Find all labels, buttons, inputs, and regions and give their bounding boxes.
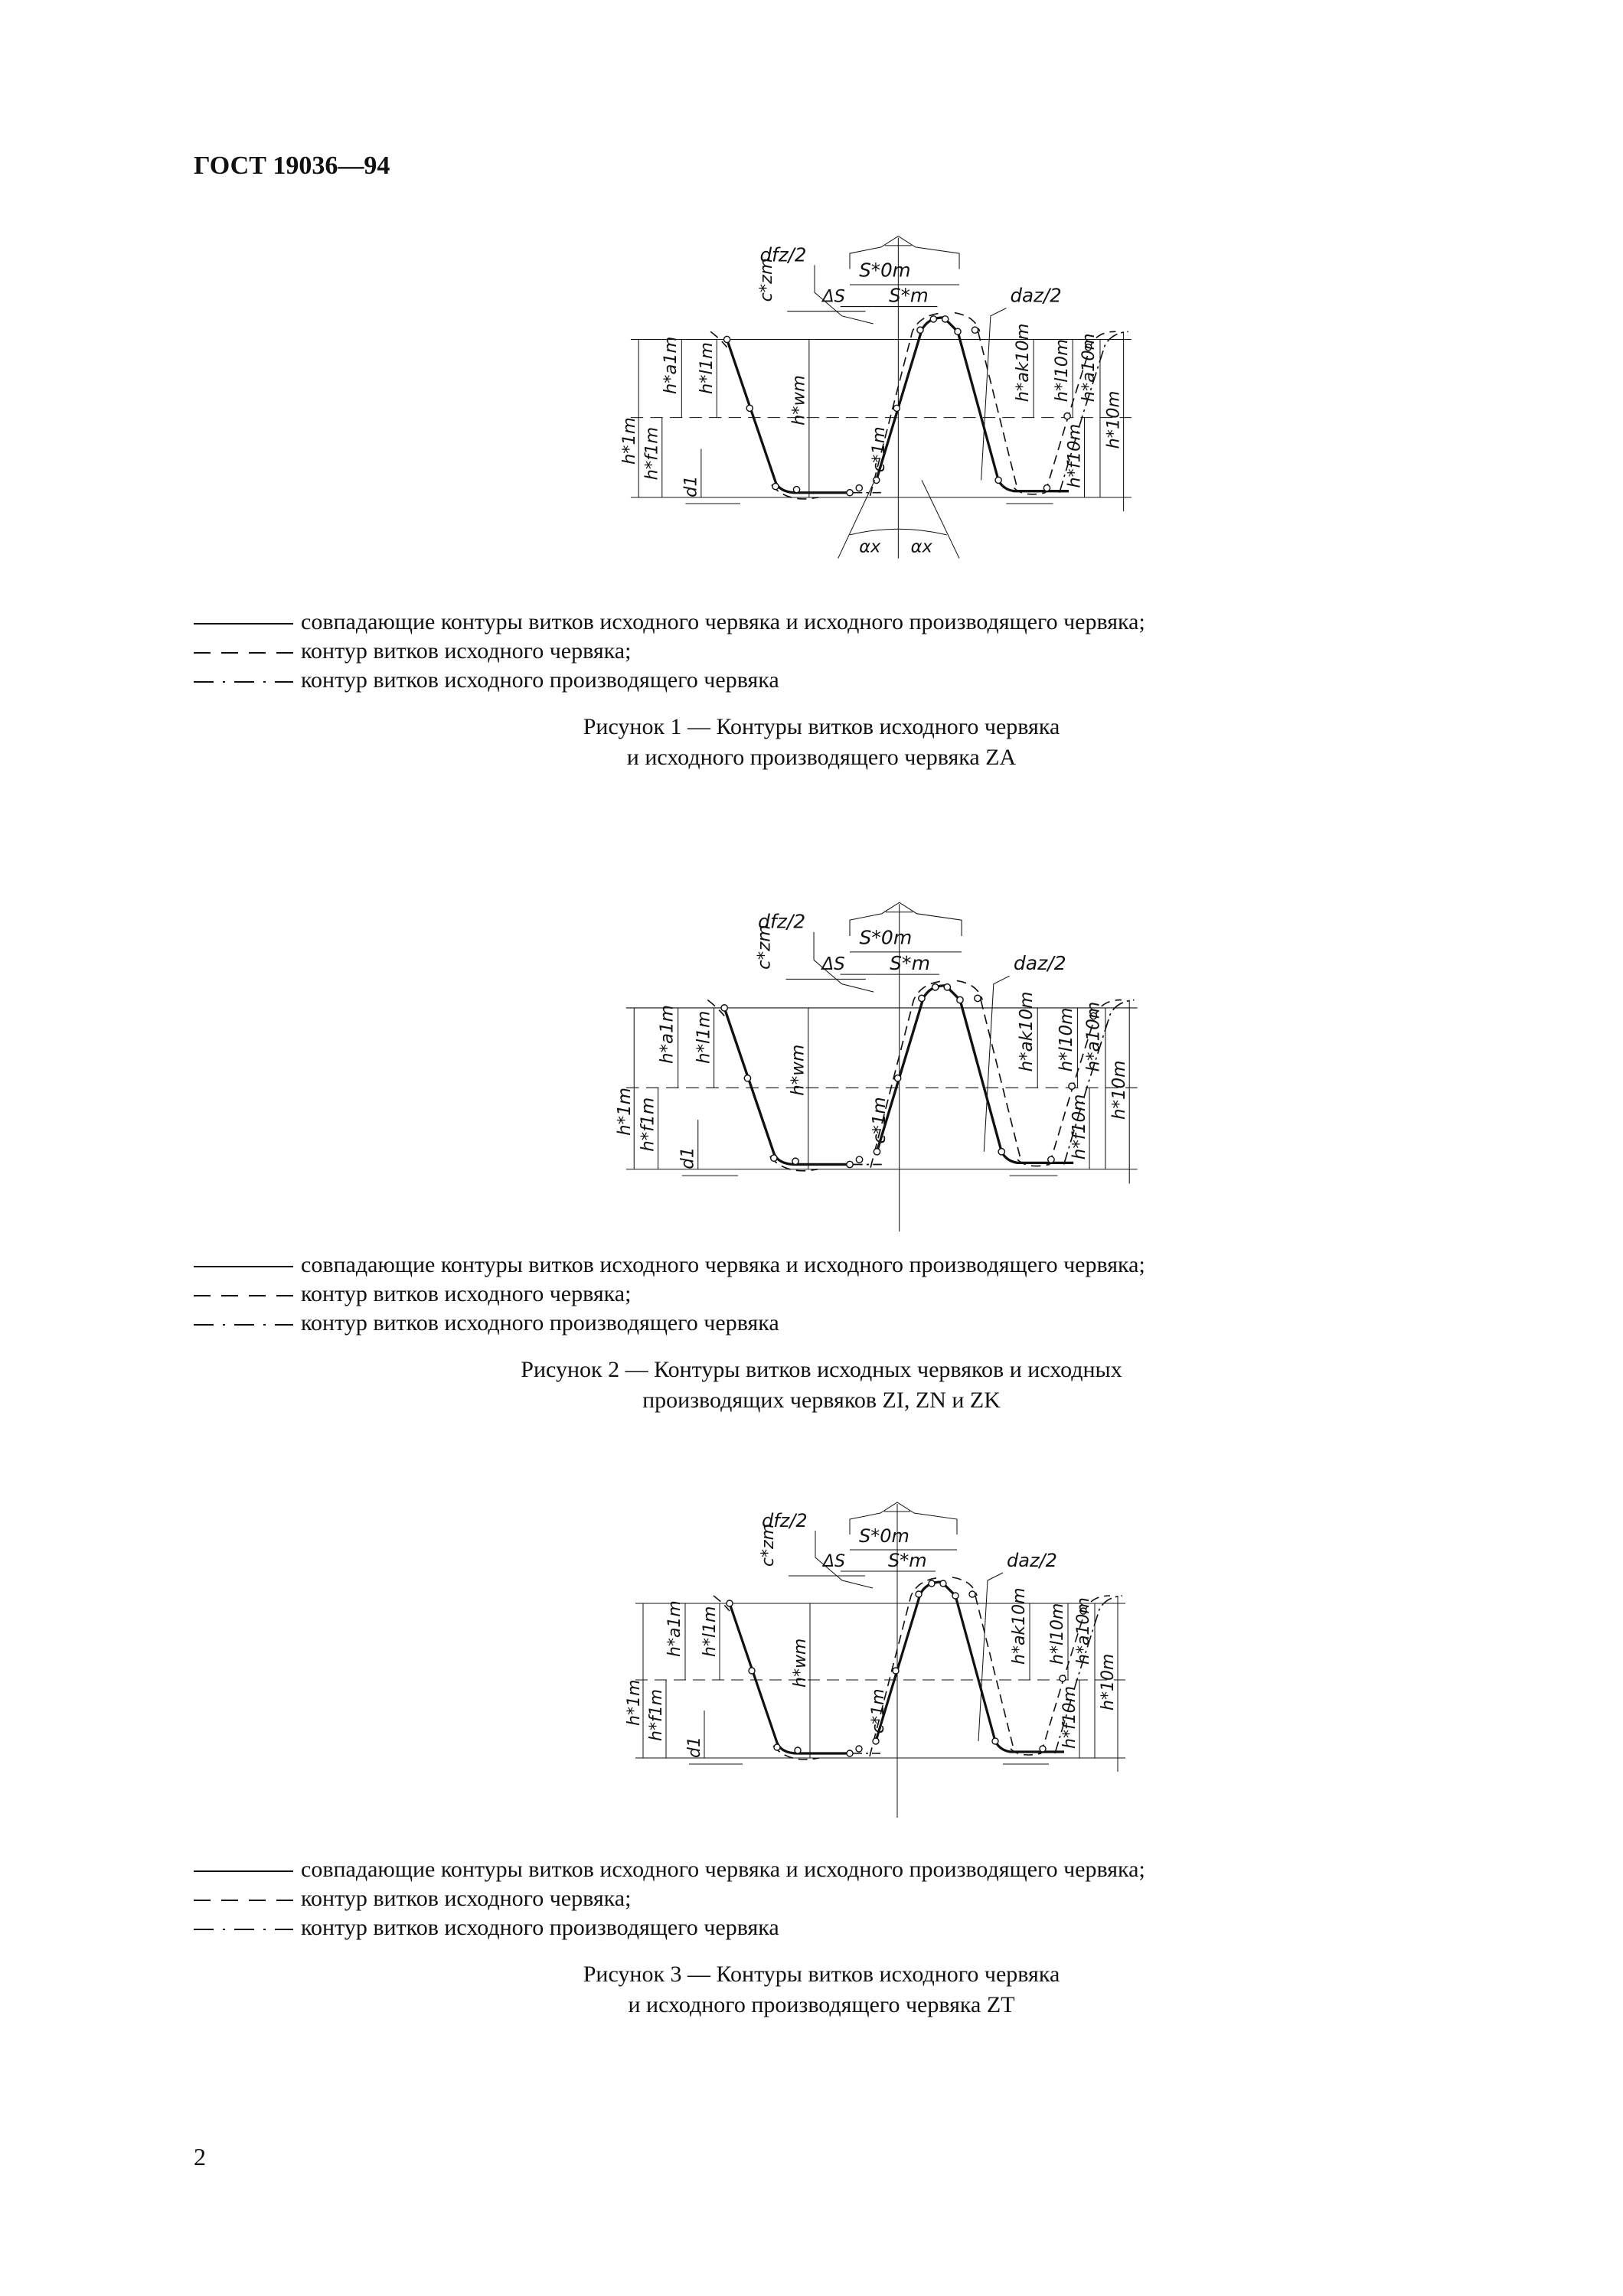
hf10m-label: h*f10m bbox=[1069, 1094, 1089, 1160]
legend-text: совпадающие контуры витков исходного червяка и исходного производящего червяка; bbox=[301, 1252, 1145, 1277]
daz-label: daz/2 bbox=[1010, 284, 1062, 307]
daz-label: daz/2 bbox=[1013, 951, 1066, 974]
legend-row bbox=[194, 1280, 1449, 1309]
sm-label: S*m bbox=[890, 951, 930, 974]
ha1m-label: h*a1m bbox=[661, 336, 681, 394]
hl1m-label: h*l1m bbox=[694, 1010, 714, 1064]
h10m-label: h*10m bbox=[1099, 1653, 1118, 1711]
line-style-symbol bbox=[194, 1896, 301, 1905]
legend-row bbox=[194, 608, 1449, 637]
hf1m-label: h*f1m bbox=[642, 426, 662, 481]
s0m-label: S*0m bbox=[859, 259, 911, 282]
legend-text: контур витков исходного червяка; bbox=[301, 1886, 632, 1911]
czm-label: c*zm bbox=[756, 258, 776, 302]
dfz-label: dfz/2 bbox=[759, 243, 807, 266]
legend-text: совпадающие контуры витков исходного червяка и исходного производящего червяка; bbox=[301, 609, 1145, 634]
ha1m-label: h*a1m bbox=[657, 1005, 678, 1064]
delta-s-label: ΔS bbox=[823, 1552, 846, 1571]
figure-1-caption: Рисунок 1 — Контуры витков исходного червяка и исходного производящего червяка ZA bbox=[583, 714, 1060, 770]
h10m-label: h*10m bbox=[1109, 1060, 1129, 1120]
ha1m-label: h*a1m bbox=[665, 1600, 684, 1657]
d1-label: d1 bbox=[685, 1737, 704, 1758]
daz-label: daz/2 bbox=[1007, 1550, 1057, 1571]
alpha-left-label: αx bbox=[859, 536, 881, 557]
line-style-symbol bbox=[194, 1262, 301, 1271]
hwm-label: h*wm bbox=[791, 1638, 810, 1688]
legend-text: контур витков исходного производящего червяка bbox=[301, 1310, 779, 1336]
hak10m-label: h*ak10m bbox=[1010, 1587, 1029, 1665]
document-header: ГОСТ 19036—94 bbox=[194, 152, 390, 180]
line-style-symbol bbox=[194, 1867, 301, 1876]
figure-1-drawing bbox=[505, 214, 1194, 574]
legend-text: контур витков исходного производящего червяка bbox=[301, 667, 779, 693]
alpha-right-label: αx bbox=[910, 536, 932, 557]
sm-label: S*m bbox=[888, 1550, 927, 1571]
s0m-label: S*0m bbox=[859, 926, 913, 949]
legend-row bbox=[194, 637, 1449, 666]
ha10m-label: h*a10m bbox=[1078, 333, 1099, 403]
hl1m-label: h*l1m bbox=[700, 1606, 720, 1657]
line-style-symbol bbox=[194, 648, 301, 657]
legend-text: совпадающие контуры витков исходного червяка и исходного производящего червяка; bbox=[301, 1857, 1145, 1882]
page-number: 2 bbox=[194, 2143, 206, 2170]
figure-2-legend bbox=[194, 1251, 1449, 1338]
line-style-symbol bbox=[194, 677, 301, 687]
figure-2-caption: Рисунок 2 — Контуры витков исходных червяков и исходных производящих червяков ZI, ZN и ZK bbox=[521, 1357, 1122, 1413]
hf1m-label: h*f1m bbox=[647, 1688, 666, 1741]
legend-text: контур витков исходного производящего червяка bbox=[301, 1915, 779, 1940]
thread-profile-drawing bbox=[505, 214, 1194, 574]
figure-3-caption: Рисунок 3 — Контуры витков исходного червяка и исходного производящего червяка ZT bbox=[583, 1962, 1060, 2017]
delta-s-label: ΔS bbox=[821, 954, 845, 974]
hl10m-label: h*l10m bbox=[1056, 1007, 1077, 1072]
hak10m-label: h*ak10m bbox=[1012, 323, 1033, 403]
thread-profile-drawing bbox=[482, 880, 1217, 1247]
legend-row bbox=[194, 1855, 1449, 1884]
hf1m-label: h*f1m bbox=[638, 1097, 658, 1152]
line-style-symbol bbox=[194, 619, 301, 628]
czm-label: c*zm bbox=[754, 925, 775, 970]
hwm-label: h*wm bbox=[789, 375, 809, 426]
thread-profile-drawing bbox=[482, 1481, 1217, 1833]
hl1m-label: h*l1m bbox=[697, 342, 717, 394]
c1m-label: c*1m bbox=[869, 1688, 888, 1733]
hwm-label: h*wm bbox=[788, 1044, 808, 1096]
figure-3-legend bbox=[194, 1855, 1449, 1942]
hak10m-label: h*ak10m bbox=[1016, 991, 1037, 1072]
legend-text: контур витков исходного червяка; bbox=[301, 1281, 632, 1306]
hf10m-label: h*f10m bbox=[1060, 1685, 1079, 1749]
d1-label: d1 bbox=[678, 1146, 698, 1169]
figure-1-legend bbox=[194, 608, 1449, 695]
s0m-label: S*0m bbox=[859, 1525, 909, 1547]
delta-s-label: ΔS bbox=[822, 286, 845, 307]
line-style-symbol bbox=[194, 1320, 301, 1329]
figure-3-drawing bbox=[482, 1481, 1217, 1833]
line-style-symbol bbox=[194, 1925, 301, 1934]
legend-row bbox=[194, 1251, 1449, 1280]
c1m-label: c*1m bbox=[869, 1097, 890, 1144]
legend-row bbox=[194, 1913, 1449, 1942]
h1m-label: h*1m bbox=[615, 1087, 635, 1136]
hl10m-label: h*l10m bbox=[1052, 339, 1073, 403]
legend-row bbox=[194, 1884, 1449, 1913]
dfz-label: dfz/2 bbox=[762, 1510, 808, 1531]
line-style-symbol bbox=[194, 1291, 301, 1300]
d1-label: d1 bbox=[681, 475, 701, 497]
h1m-label: h*1m bbox=[625, 1679, 644, 1726]
dfz-label: dfz/2 bbox=[758, 910, 806, 933]
hl10m-label: h*l10m bbox=[1048, 1603, 1067, 1665]
h1m-label: h*1m bbox=[619, 417, 640, 465]
legend-row bbox=[194, 1309, 1449, 1338]
ha10m-label: h*a10m bbox=[1083, 1001, 1104, 1072]
czm-label: c*zm bbox=[759, 1523, 778, 1567]
legend-row bbox=[194, 666, 1449, 695]
h10m-label: h*10m bbox=[1103, 390, 1124, 449]
c1m-label: c*1m bbox=[868, 426, 889, 473]
sm-label: S*m bbox=[889, 284, 929, 307]
figure-2-drawing bbox=[482, 880, 1217, 1247]
ha10m-label: h*a10m bbox=[1074, 1597, 1093, 1665]
hf10m-label: h*f10m bbox=[1064, 423, 1085, 488]
legend-text: контур витков исходного червяка; bbox=[301, 638, 632, 664]
